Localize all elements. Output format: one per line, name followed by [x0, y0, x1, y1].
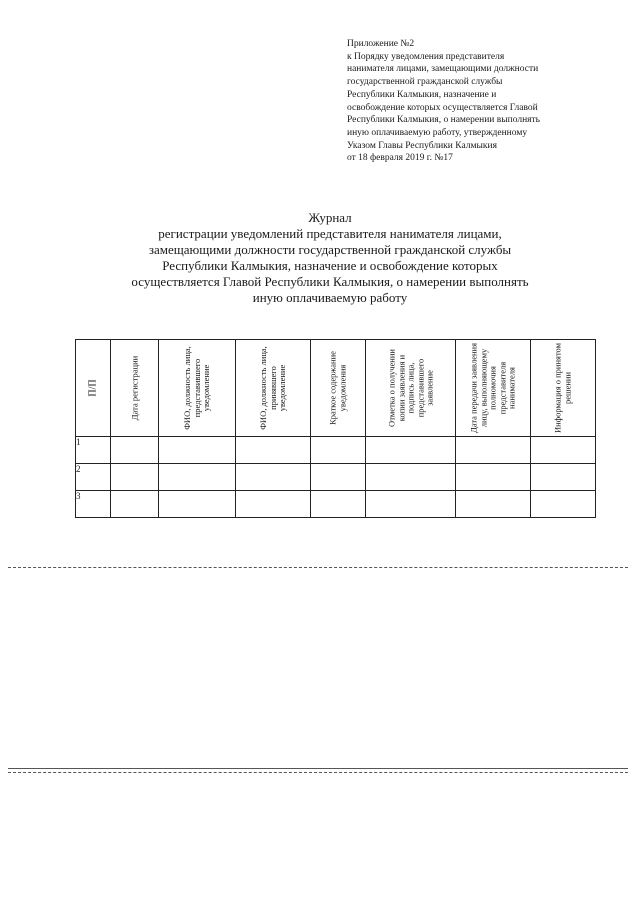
appendix-line: Указом Главы Республики Калмыкия	[347, 140, 497, 151]
table-row	[76, 437, 596, 464]
table-cell	[366, 437, 456, 464]
appendix-line: освобождение которых осуществляется Главой	[347, 102, 538, 113]
journal-title-line: Республики Калмыкия, назначение и освобождение которых	[162, 258, 498, 273]
column-header	[366, 340, 456, 437]
journal-heading: Журнал	[308, 210, 352, 225]
column-header	[311, 340, 366, 437]
table-cell	[531, 437, 596, 464]
row-number: 1	[76, 437, 111, 464]
table-cell	[111, 464, 159, 491]
table-cell	[456, 464, 531, 491]
table-cell	[311, 437, 366, 464]
page-divider	[8, 772, 628, 773]
journal-title-line: замещающими должности государственной гражданской службы	[148, 242, 512, 257]
journal-title	[60, 210, 600, 306]
journal-title-line: регистрации уведомлений представителя нанимателя лицами,	[158, 226, 502, 241]
table-cell	[159, 437, 236, 464]
page-divider	[8, 567, 628, 568]
appendix-line: государственной гражданской службы	[347, 77, 503, 88]
column-header-label: Отметка о получении копии заявления и подпись лица, представившего заявление	[385, 349, 434, 427]
column-header-label: ФИО, должность лица, представившего уведомление	[181, 346, 211, 430]
column-header	[76, 340, 111, 437]
appendix-note	[347, 38, 597, 165]
appendix-line: Республики Калмыкия, о намерении выполнять	[347, 115, 541, 126]
table-cell	[111, 437, 159, 464]
table-cell	[159, 491, 236, 518]
column-header-label: Дата передачи заявления лицу, выполняющему полномочия представителя нанимателя	[468, 343, 517, 433]
table-cell	[236, 437, 311, 464]
table-cell	[311, 491, 366, 518]
column-header-label: ФИО, должность лица, принявшего уведомление	[257, 346, 287, 430]
appendix-line: от 18 февраля 2019 г. №17	[347, 153, 453, 164]
table-cell	[531, 491, 596, 518]
journal-title-line: осуществляется Главой Республики Калмыкия, о намерении выполнять	[131, 274, 529, 289]
column-header	[159, 340, 236, 437]
appendix-line: иную оплачиваемую работу, утвержденному	[347, 127, 528, 138]
column-header-label: Дата регистрации	[128, 355, 139, 421]
appendix-line: к Порядку уведомления представителя	[347, 51, 505, 62]
table-row	[76, 491, 596, 518]
table-row	[76, 464, 596, 491]
table-cell	[236, 491, 311, 518]
appendix-line: Республики Калмыкия, назначение и	[347, 89, 497, 100]
table-cell	[456, 491, 531, 518]
column-header-label: П/П	[87, 379, 99, 397]
column-header	[531, 340, 596, 437]
row-number: 3	[76, 491, 111, 518]
table-cell	[111, 491, 159, 518]
column-header	[236, 340, 311, 437]
table-header-row	[76, 340, 596, 437]
column-header	[111, 340, 159, 437]
row-number: 2	[76, 464, 111, 491]
appendix-line: нанимателя лицами, замещающими должности	[347, 64, 539, 75]
table-cell	[366, 491, 456, 518]
appendix-line: Приложение №2	[347, 39, 415, 49]
column-header-label: Информация о принятом решении	[552, 342, 572, 434]
page-divider	[8, 768, 628, 769]
table-cell	[456, 437, 531, 464]
journal-table	[75, 339, 596, 518]
table-cell	[159, 464, 236, 491]
table-cell	[531, 464, 596, 491]
column-header	[456, 340, 531, 437]
table-cell	[311, 464, 366, 491]
journal-title-line: иную оплачиваемую работу	[252, 290, 408, 305]
table-cell	[236, 464, 311, 491]
table-cell	[366, 464, 456, 491]
column-header-label: Краткое содержание уведомления	[327, 351, 347, 425]
